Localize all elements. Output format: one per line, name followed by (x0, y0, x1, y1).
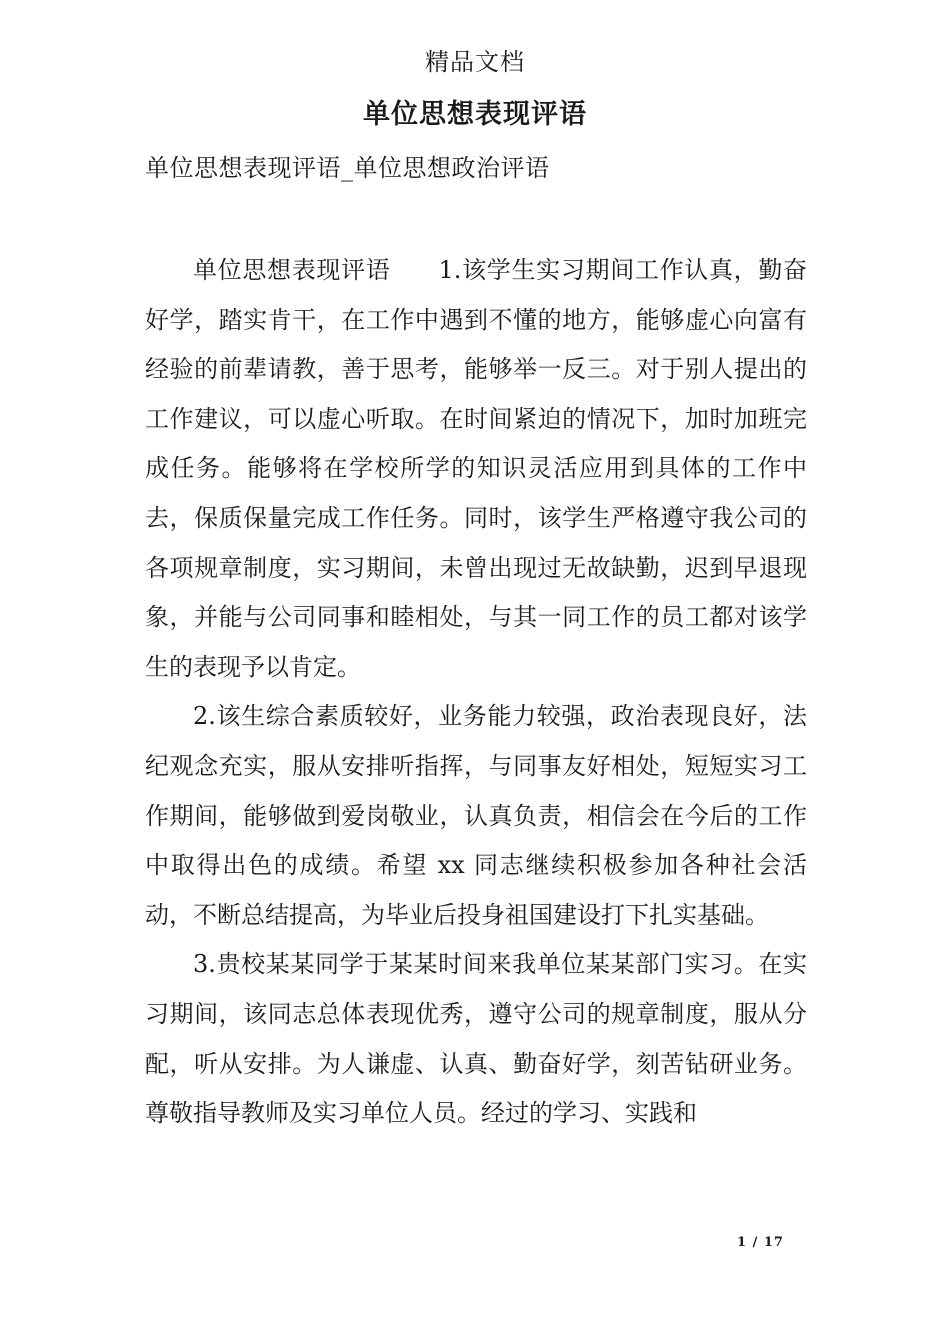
document-title: 单位思想表现评语 (363, 99, 587, 130)
paragraph-3: 3.贵校某某同学于某某时间来我单位某某部门实习。在实习期间，该同志总体表现优秀，遵守公司的规章制度，服从分配，听从安排。为人谦虚、认真、勤奋好学，刻苦钻研业务。尊敬指导教师及实习单位人员。经过的学习、实践和 (145, 950, 807, 1128)
paragraph-2: 2.该生综合素质较好，业务能力较强，政治表现良好，法纪观念充实，服从安排听指挥，与同事友好相处，短短实习工作期间，能够做到爱岗敬业，认真负责，相信会在今后的工作中取得出色的成绩。希望 xx 同志继续积极参加各种社会活动，不断总结提高，为毕业后投身祖国建设打下扎实基础。 (145, 702, 807, 929)
paragraph-1-text: 1.该学生实习期间工作认真，勤奋好学，踏实肯干，在工作中遇到不懂的地方，能够虚心向富有经验的前辈请教，善于思考，能够举一反三。对于别人提出的工作建议，可以虚心听取。在时间紧迫的情况下，加时加班完成任务。能够将在学校所学的知识灵活应用到具体的工作中去，保质保量完成工作任务。同时，该学生严格遵守我公司的各项规章制度，实习期间，未曾出现过无故缺勤，迟到早退现象，并能与公司同事和睦相处，与其一同工作的员工都对该学生的表现予以肯定。 (145, 256, 808, 681)
document-subtitle: 单位思想表现评语_单位思想政治评语 (145, 154, 550, 182)
page-indicator: 1 / 17 (737, 1235, 784, 1250)
page-header-label: 精品文档 (425, 48, 525, 76)
paragraph-1 (145, 246, 807, 692)
document-body (145, 246, 807, 1139)
intro-heading: 单位思想表现评语 (193, 256, 391, 284)
